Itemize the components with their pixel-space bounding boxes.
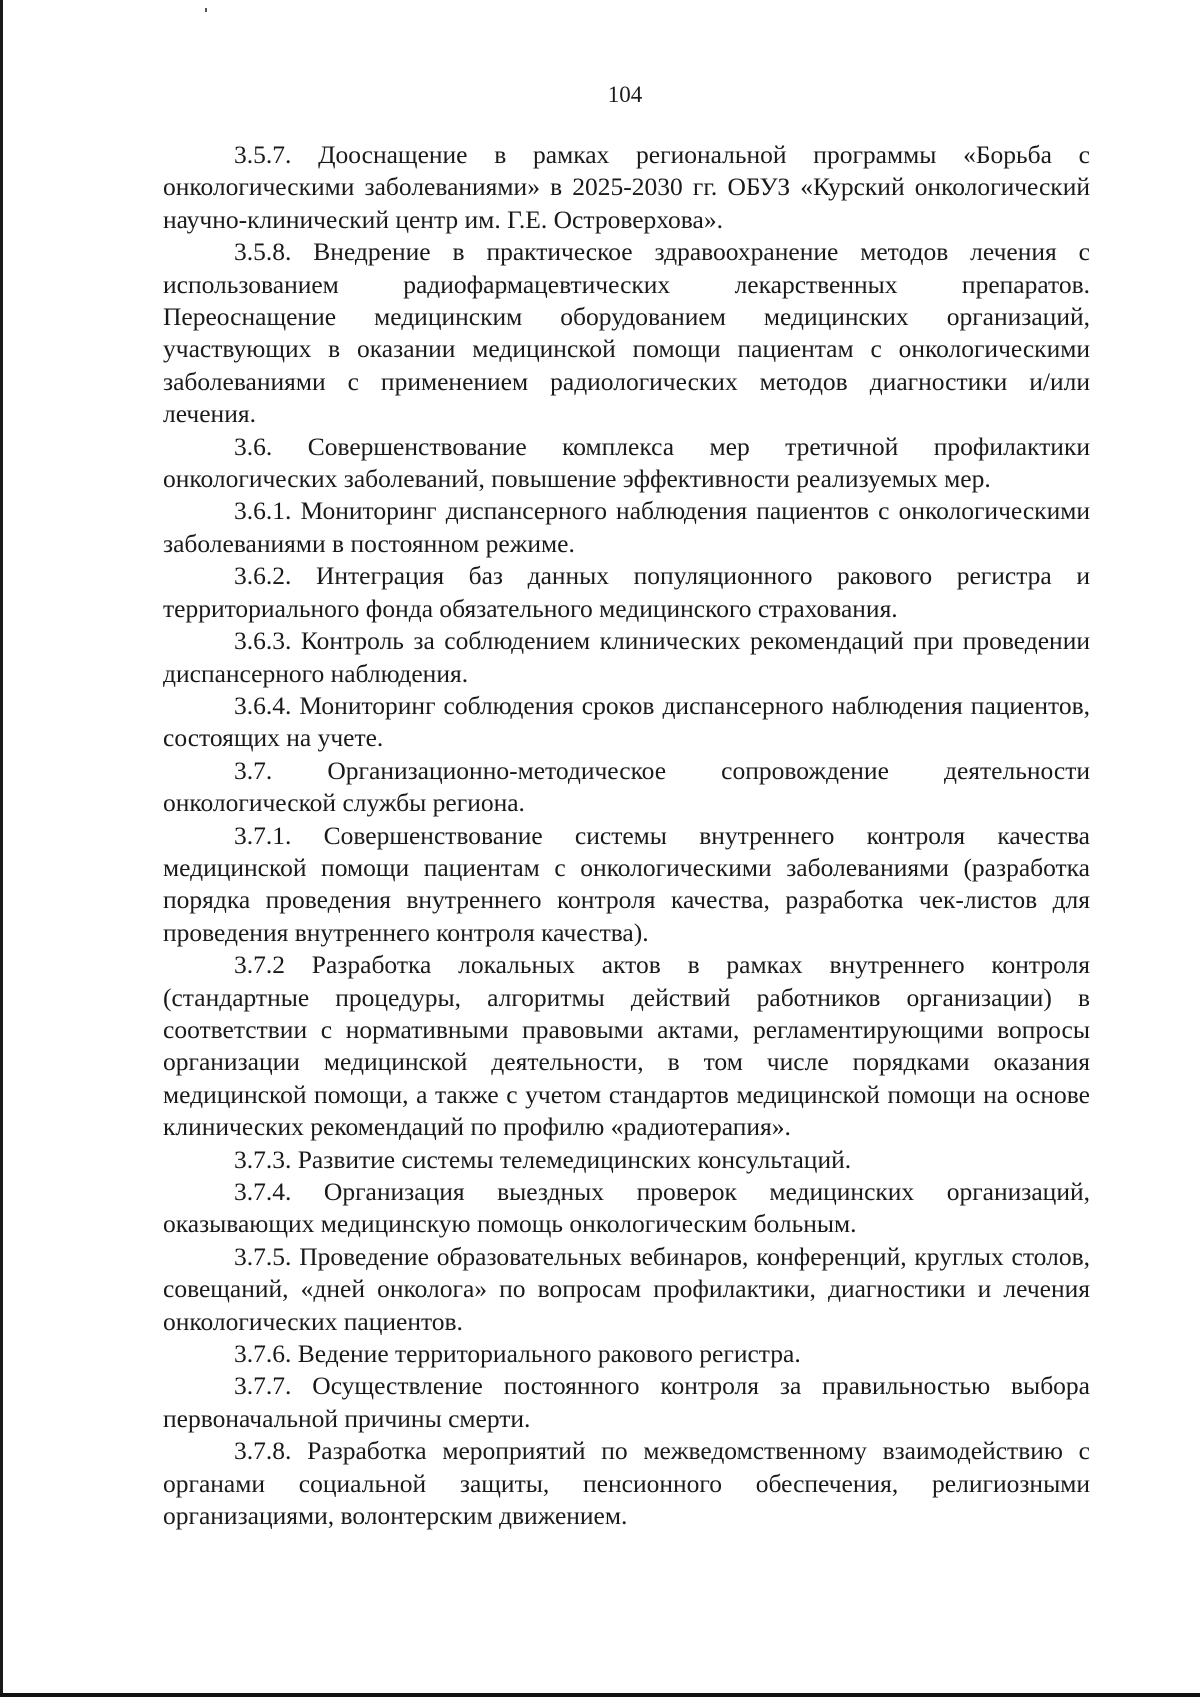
scan-artifact: [205, 8, 207, 12]
paragraph-3-7-4: 3.7.4. Организация выездных проверок медицинских организаций, оказывающих медицинскую помощь онкологическим больным.: [163, 1177, 1090, 1239]
scan-bottom-edge: [0, 1693, 1200, 1697]
paragraph-3-7: 3.7. Организационно-методическое сопровождение деятельности онкологической службы региона.: [163, 755, 1090, 818]
paragraph-3-6-4: 3.6.4. Мониторинг соблюдения сроков диспансерного наблюдения пациентов, состоящих на учете.: [163, 690, 1090, 753]
paragraph-3-5-7: 3.5.7. Дооснащение в рамках региональной программы «Борьба с онкологическими заболеваниями» в 2025-2030 гг. ОБУЗ «Курский онкологический научно-клинический центр им. Г.Е. Островерхова».: [163, 140, 1090, 234]
paragraph-3-7-5: 3.7.5. Проведение образовательных вебинаров, конференций, круглых столов, совещаний, «дней онколога» по вопросам профилактики, диагностики и лечения онкологических пациентов.: [163, 1241, 1090, 1336]
paragraph-3-6-3: 3.6.3. Контроль за соблюдением клинических рекомендаций при проведении диспансерного наблюдения.: [163, 626, 1090, 688]
paragraph-3-7-2: 3.7.2 Разработка локальных актов в рамках внутреннего контроля (стандартные процедуры, алгоритмы действий работников организации) в соответствии с нормативными правовыми актами, регламентирующими вопросы организации медицинской деятельности, в том числе порядками оказания медицинской помощи, а также с учетом стандартов медицинской помощи на основе клинических рекомендаций по профилю «радиотерапия».: [163, 950, 1090, 1142]
paragraph-3-7-3: 3.7.3. Развитие системы телемедицинских консультаций.: [234, 1144, 852, 1174]
paragraph-3-5-8: 3.5.8. Внедрение в практическое здравоохранение методов лечения с использованием радиофармацевтических лекарственных препаратов. Переоснащение медицинским оборудованием медицинских организаций, участвующих в оказании медицинской помощи пациентам с онкологическими заболеваниями с применением радиологических методов диагностики и/или лечения.: [163, 237, 1090, 429]
document-body: [163, 139, 1090, 1532]
paragraph-3-6-2: 3.6.2. Интеграция баз данных популяционного ракового регистра и территориального фонда обязательного медицинского страхования.: [163, 561, 1090, 623]
scan-left-edge: [0, 0, 3, 1697]
paragraph-3-7-6: 3.7.6. Ведение территориального ракового регистра.: [234, 1339, 801, 1369]
page-number: 104: [607, 82, 643, 107]
paragraph-3-6: 3.6. Совершенствование комплекса мер третичной профилактики онкологических заболеваний, повышение эффективности реализуемых мер.: [163, 431, 1090, 494]
paragraph-3-7-1: 3.7.1. Совершенствование системы внутреннего контроля качества медицинской помощи пациентам с онкологическими заболеваниями (разработка порядка проведения внутреннего контроля качества, разработка чек-листов для проведения внутреннего контроля качества).: [163, 820, 1090, 947]
paragraph-3-6-1: 3.6.1. Мониторинг диспансерного наблюдения пациентов с онкологическими заболеваниями в постоянном режиме.: [163, 496, 1090, 558]
paragraph-3-7-8: 3.7.8. Разработка мероприятий по межведомственному взаимодействию с органами социальной защиты, пенсионного обеспечения, религиозными организациями, волонтерским движением.: [163, 1436, 1090, 1531]
paragraph-3-7-7: 3.7.7. Осуществление постоянного контроля за правильностью выбора первоначальной причины смерти.: [163, 1371, 1090, 1433]
